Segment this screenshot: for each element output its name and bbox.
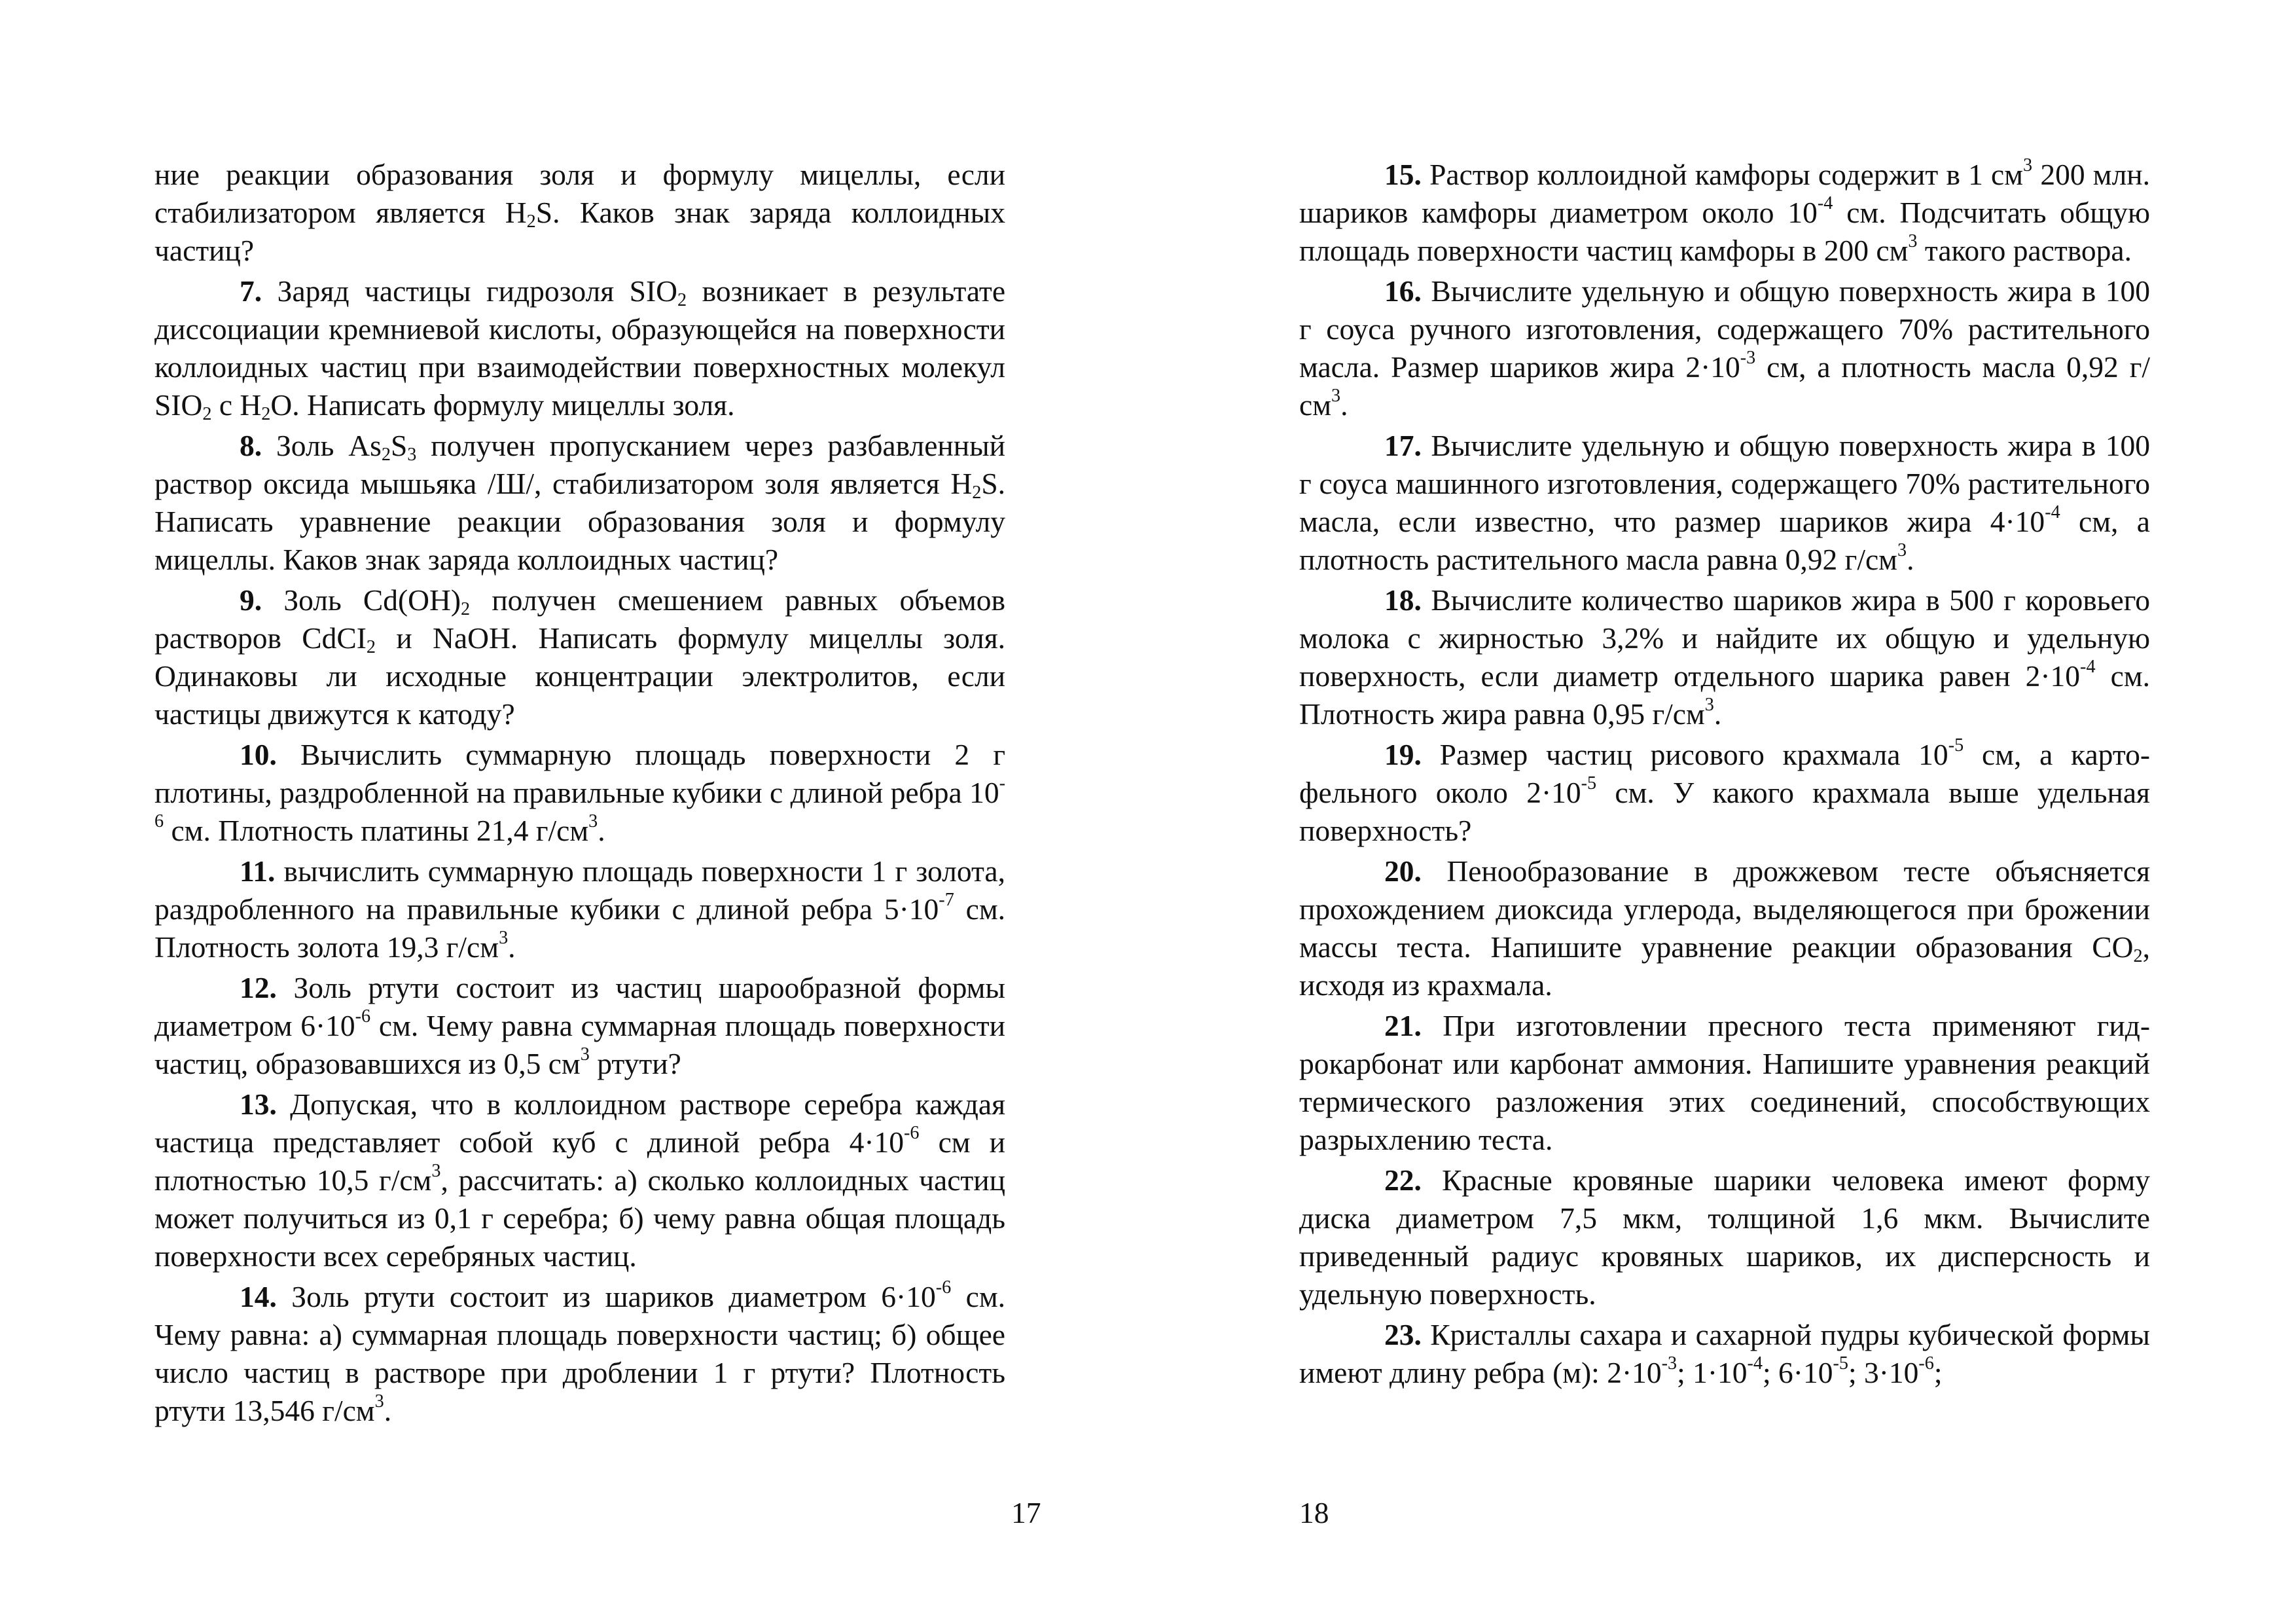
exercise-number: 8.: [240, 429, 262, 462]
exercise-text: Вычислить суммарную площадь поверхности 2 г плотины, раздробленной на правильные кубики с длиной ребра $10^{-6}$ см. Плотность платины 21,4 $г/см^3$.: [154, 738, 1005, 847]
exercise-number: 19.: [1384, 738, 1422, 771]
exercise-number: 11.: [240, 854, 276, 888]
exercise-number: 12.: [240, 971, 277, 1004]
exercise-number: 22.: [1384, 1163, 1422, 1197]
exercise-text: При изготовлении пресного теста применяют гидрокарбонат или карбонат аммония. Напишите уравнения реакций термического разложения этих соединений, способствующих разрыхлению теста.: [1299, 1009, 2150, 1156]
exercise-19: [1299, 736, 2150, 850]
exercise-text: вычислить суммарную площадь поверхности 1 г золота, раздробленного на правильные кубики с длиной ребра $5\cdot 10^{-7}$ см. Плотность золота 19,3 $г/см^3$.: [154, 854, 1005, 964]
left-page-text: [154, 156, 1005, 1432]
exercise-22: [1299, 1161, 2150, 1313]
exercise-text: Размер частиц рисового крахмала $10^{-5}$ см, а картофельного около $2\cdot 10^{-5}$ см. У какого крахмала выше удельная поверхность?: [1299, 735, 2151, 847]
exercise-17: [1299, 427, 2150, 579]
exercise-text: ние реакции образования золя и формулу мицеллы, если стабилизатором является $H_2S$. Каков знак заряда коллоидных частиц?: [154, 158, 1005, 267]
exercise-9: [154, 581, 1005, 733]
exercise-number: 21.: [1384, 1009, 1422, 1042]
exercise-text: Вычислите количество шариков жира в 500 г коровьего молока с жирностью 3,2% и найдите их общую и удельную поверхность, если диаметр отдельного шарика равен $2\cdot 10^{-4}$ см. Плотность жира равна 0,95 $г/см^3$.: [1299, 583, 2151, 731]
exercise-7: [154, 272, 1005, 424]
exercise-text: Золь ртути состоит из шариков диаметром $6\cdot 10^{-6}$ см. Чему равна: а) суммарная площадь поверхности частиц; б) общее число частиц в растворе при дроблении 1 г ртути? Плотность ртути 13,546 $г/см^3$.: [154, 1277, 1005, 1427]
exercise-23: [1299, 1316, 2150, 1392]
exercise-14: [154, 1278, 1005, 1430]
exercise-20: [1299, 852, 2150, 1004]
exercise-text: Кристаллы сахара и сахарной пудры кубической формы имеют длину ребра (м): $2\cdot 10^{-3}$; $1\cdot 10^{-4}$; $6\cdot 10^{-5}$; $3\cdot 10^{-6}$;: [1299, 1318, 2150, 1389]
exercise-number: 14.: [240, 1280, 277, 1313]
exercise-8: [154, 427, 1005, 579]
exercise-number: 18.: [1384, 583, 1422, 617]
exercise-number: 7.: [240, 274, 262, 308]
exercise-text: Пенообразование в дрожжевом тесте объясняется прохождением диоксида углерода, выделяющегося при брожении массы теста. Напишите уравнение реакции образования $CO_2$, исходя из крахмала.: [1299, 854, 2151, 1002]
right-page-number: 18: [1299, 1496, 1329, 1529]
exercise-number: 20.: [1384, 854, 1422, 888]
exercise-text: Красные кровяные шарики человека имеют форму диска диаметром 7,5 мкм, толщиной 1,6 мкм. Вычислите приведенный радиус кровяных шариков, их дисперсность и удельную поверхность.: [1299, 1163, 2150, 1311]
exercise-text: Раствор коллоидной камфоры содержит в 1 $см^3$ 200 млн. шариков камфоры диаметром около $10^{-4}$ см. Подсчитать общую площадь поверхности частиц камфоры в 200 $см^3$ такого раствора.: [1299, 155, 2150, 267]
exercise-10: [154, 736, 1005, 850]
exercise-text: Золь $As_2S_3$ получен пропусканием через разбавленный раствор оксида мышьяка /Ш/, стабилизатором золя является $H_2S$. Написать уравнение реакции образования золя и формулу мицеллы. Каков знак заряда коллоидных частиц?: [154, 429, 1006, 576]
exercise-text: Золь ртути состоит из частиц шарообразной формы диаметром $6\cdot 10^{-6}$ см. Чему равна суммарная площадь поверхности частиц, образовавшихся из 0,5 $см^3$ ртути?: [154, 971, 1006, 1080]
exercise-15: [1299, 156, 2150, 270]
paragraph-continuation: [154, 156, 1005, 270]
exercise-number: 13.: [240, 1087, 277, 1121]
exercise-number: 15.: [1384, 158, 1422, 191]
exercise-text: Заряд частицы гидрозоля $SIO_2$ возникает в результате диссоциации кремниевой кислоты, образующейся на поверхности коллоидных частиц при взаимодействии поверхностных молекул $SIO_2$ с $H_2O$. Написать формулу мицеллы золя.: [154, 274, 1006, 425]
exercise-11: [154, 852, 1005, 966]
exercise-text: Вычислите удельную и общую поверхность жира в 100 г соуса машинного изготовления, содержащего 70% растительного масла, если известно, что размер шариков жира $4\cdot 10^{-4}$ см, а плотность растительного масла равна 0,92 $г/см^3$.: [1299, 429, 2151, 576]
exercise-text: Вычислите удельную и общую поверхность жира в 100 г соуса ручного изготовления, содержащего 70% растительного масла. Размер шариков жира $2\cdot 10^{-3}$ см, а плотность масла 0,92 $г/см^3$.: [1299, 274, 2151, 422]
exercise-number: 23.: [1384, 1318, 1422, 1351]
exercise-text: Допуская, что в коллоидном растворе серебра каждая частица представляет собой куб с длиной ребра $4\cdot 10^{-6}$ см и плотностью 10,5 $г/см^3$, рассчитать: а) сколько коллоидных частиц может получиться из 0,1 г серебра; б) чему равна общая площадь поверхности всех серебряных частиц.: [154, 1087, 1006, 1273]
exercise-21: [1299, 1007, 2150, 1159]
exercise-number: 10.: [240, 738, 277, 771]
exercise-13: [154, 1085, 1005, 1275]
exercise-18: [1299, 581, 2150, 733]
exercise-number: 17.: [1384, 429, 1422, 462]
exercise-number: 9.: [240, 583, 262, 617]
right-page-text: [1299, 156, 2150, 1395]
exercise-12: [154, 969, 1005, 1083]
left-page-number: 17: [1011, 1496, 1041, 1529]
exercise-number: 16.: [1384, 274, 1422, 308]
exercise-text: Золь $Cd(OH)_2$ получен смешением равных объемов растворов CdCI$_2$ и NaOH. Написать формулу мицеллы золя. Одинаковы ли исходные концентрации электролитов, если частицы движутся к катоду?: [154, 583, 1005, 731]
exercise-16: [1299, 272, 2150, 424]
